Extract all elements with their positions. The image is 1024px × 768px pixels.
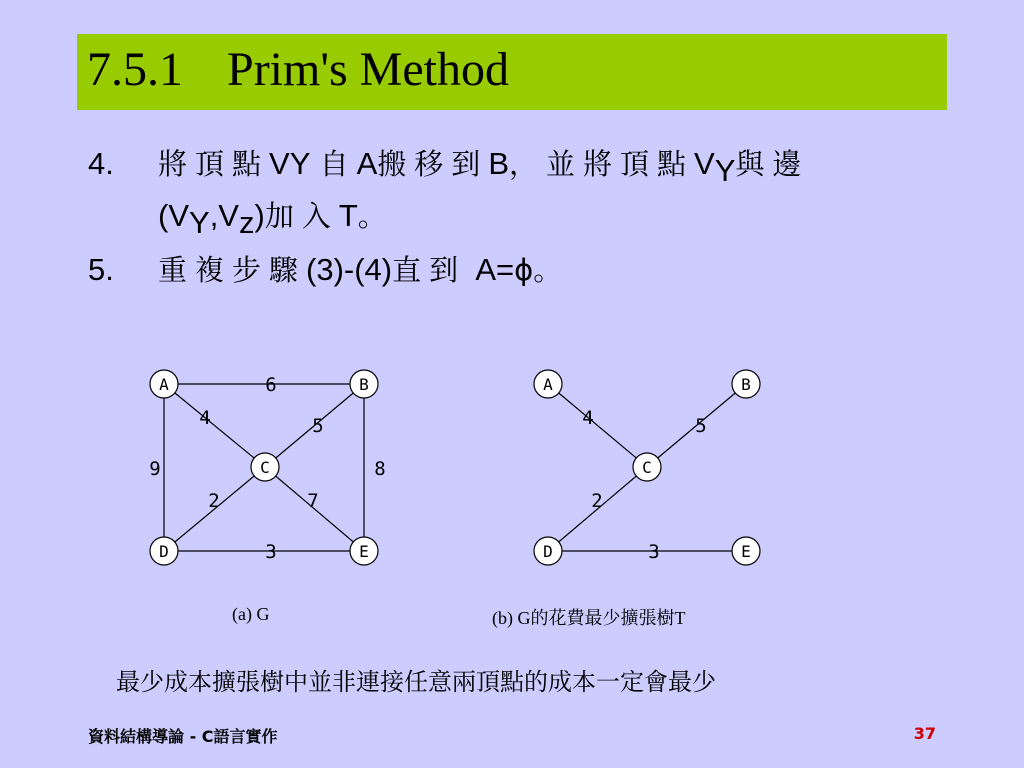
edge-weight-B-C: 5 xyxy=(695,415,707,437)
title-text: Prim's Method xyxy=(227,43,509,96)
edge-weight-D-E: 3 xyxy=(265,541,277,563)
item-text: Y xyxy=(714,152,736,188)
item-text: ,V xyxy=(209,198,239,233)
item-text: VY xyxy=(269,146,311,181)
edge-A-C xyxy=(548,384,647,467)
item-text: 將頂點 xyxy=(158,147,270,181)
item-text: T xyxy=(338,198,358,233)
note-text: 最少成本擴張樹中並非連接任意兩頂點的成本一定會最少 xyxy=(116,668,716,696)
edge-A-C xyxy=(164,384,265,467)
caption-graph-b: (b) G的花費最少擴張樹T xyxy=(492,608,686,628)
item-text: 搬移到 xyxy=(377,147,489,181)
item-number: 4. xyxy=(88,146,114,181)
node-label-B: B xyxy=(359,375,369,394)
caption-graph-a: (a) G xyxy=(232,604,270,624)
phi-symbol: ϕ xyxy=(514,253,534,287)
item-text: A= xyxy=(475,252,515,287)
item-text: ，並將頂點 xyxy=(509,147,695,181)
edge-weight-D-E: 3 xyxy=(648,541,660,563)
node-label-D: D xyxy=(543,542,553,561)
edge-weight-A-B: 6 xyxy=(265,374,277,396)
item-text: z xyxy=(238,204,255,240)
node-label-A: A xyxy=(159,375,169,394)
edge-weight-C-D: 2 xyxy=(591,490,603,512)
item-text: 加入 xyxy=(264,199,339,233)
item-text: Y xyxy=(189,204,210,240)
item-text: 與邊 xyxy=(735,147,810,181)
edge-weight-A-C: 4 xyxy=(199,407,211,429)
item-number: 5. xyxy=(88,252,114,287)
node-label-C: C xyxy=(260,458,270,477)
node-label-A: A xyxy=(543,375,553,394)
page-number: 37 xyxy=(913,724,936,743)
item-text: A xyxy=(356,146,378,181)
item-text: (3)-(4) xyxy=(306,252,393,287)
item-text: V xyxy=(694,146,715,181)
node-label-E: E xyxy=(741,542,751,561)
edge-weight-B-E: 8 xyxy=(374,458,386,480)
item-text: 。 xyxy=(533,253,571,287)
item-text: 。 xyxy=(357,199,395,233)
item-text: (V xyxy=(158,198,189,233)
section-number: 7.5.1 xyxy=(87,43,183,96)
node-label-D: D xyxy=(159,542,169,561)
item-text: 直到 xyxy=(392,253,467,287)
node-label-B: B xyxy=(741,375,751,394)
item-text: ) xyxy=(254,198,265,233)
edge-weight-A-D: 9 xyxy=(149,458,161,480)
edge-weight-C-D: 2 xyxy=(208,490,220,512)
footer-course-title: 資料結構導論 - C語言實作 xyxy=(88,727,278,746)
edge-weight-C-E: 7 xyxy=(307,490,319,512)
graph-a xyxy=(149,370,385,565)
edge-weight-A-C: 4 xyxy=(582,407,594,429)
item-text: B xyxy=(488,146,509,181)
edge-weight-B-C: 5 xyxy=(312,415,324,437)
item-text: 自 xyxy=(319,147,357,181)
graph-b-spanning-tree xyxy=(534,370,760,565)
item-text: 重複步驟 xyxy=(158,253,307,287)
node-label-E: E xyxy=(359,542,369,561)
node-label-C: C xyxy=(642,458,652,477)
